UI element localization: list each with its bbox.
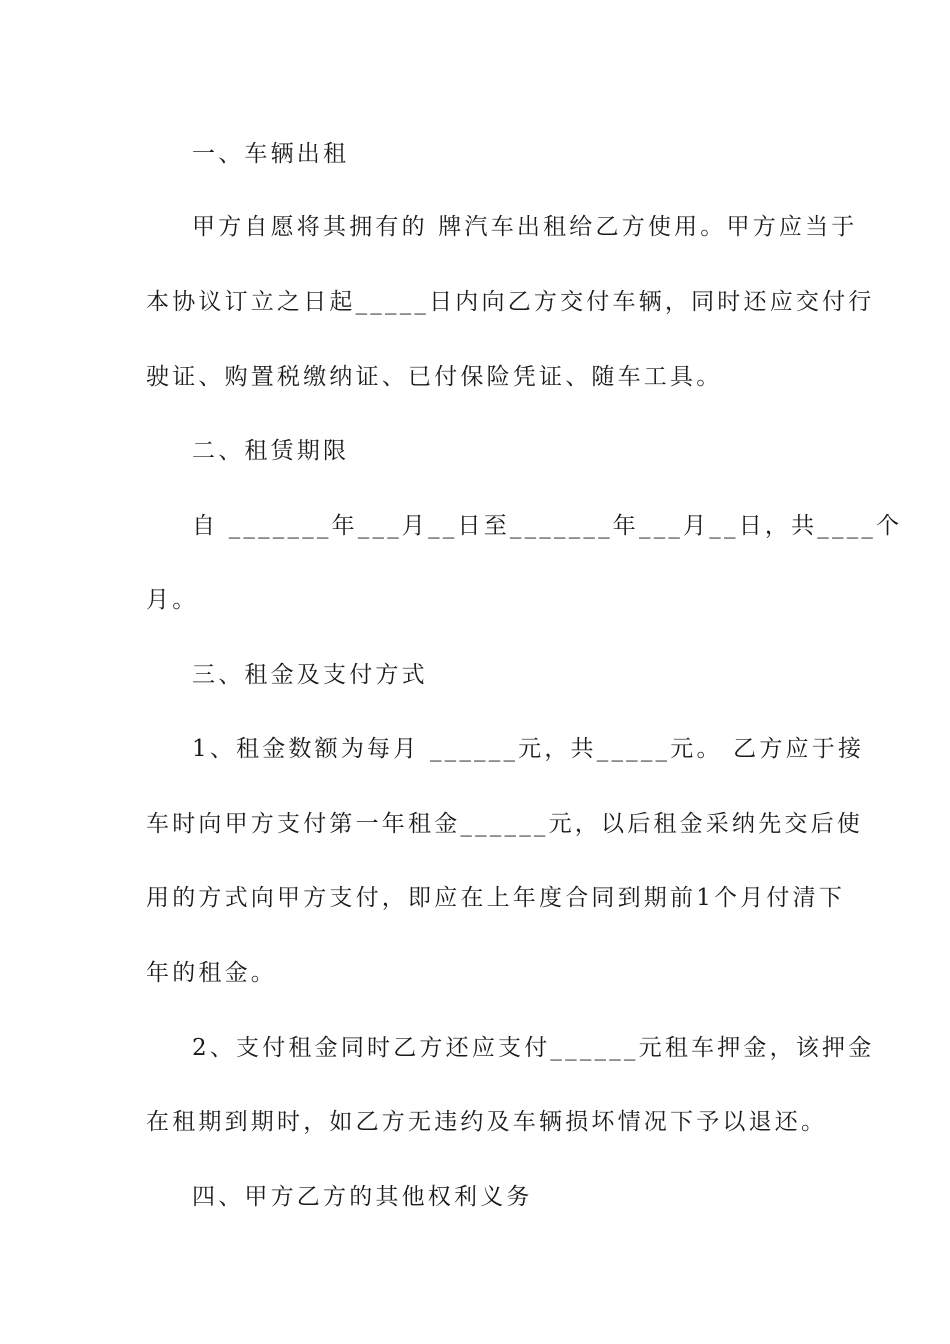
section-3-item-1-line-4: 年的租金。 xyxy=(146,960,277,986)
section-3-heading: 三、租金及支付方式 xyxy=(192,662,428,688)
section-1-paragraph-line-2: 本协议订立之日起_____日内向乙方交付车辆，同时还应交付行 xyxy=(146,289,875,315)
section-3-item-2-line-1: 2、支付租金同时乙方还应支付______元租车押金，该押金 xyxy=(192,1035,875,1061)
section-2-paragraph-line-2: 月。 xyxy=(146,587,199,613)
section-3-item-1-line-2: 车时向甲方支付第一年租金______元，以后租金采纳先交后使 xyxy=(146,811,863,837)
section-3-item-1-line-1: 1、租金数额为每月 ______元，共_____元。 乙方应于接 xyxy=(192,736,865,762)
section-1-paragraph-line-1: 甲方自愿将其拥有的 牌汽车出租给乙方使用。甲方应当于 xyxy=(192,214,858,240)
section-4-heading: 四、甲方乙方的其他权利义务 xyxy=(192,1184,533,1210)
section-3-item-1-line-3: 用的方式向甲方支付，即应在上年度合同到期前1个月付清下 xyxy=(146,885,846,911)
section-1-paragraph-line-3: 驶证、购置税缴纳证、已付保险凭证、随车工具。 xyxy=(146,364,723,390)
section-1-heading: 一、车辆出租 xyxy=(192,141,350,167)
section-3-item-2-line-2: 在租期到期时，如乙方无违约及车辆损坏情况下予以退还。 xyxy=(146,1109,828,1135)
section-2-paragraph-line-1: 自 _______年___月__日至_______年___月__日，共____个 xyxy=(192,513,903,539)
section-2-heading: 二、租赁期限 xyxy=(192,438,350,464)
